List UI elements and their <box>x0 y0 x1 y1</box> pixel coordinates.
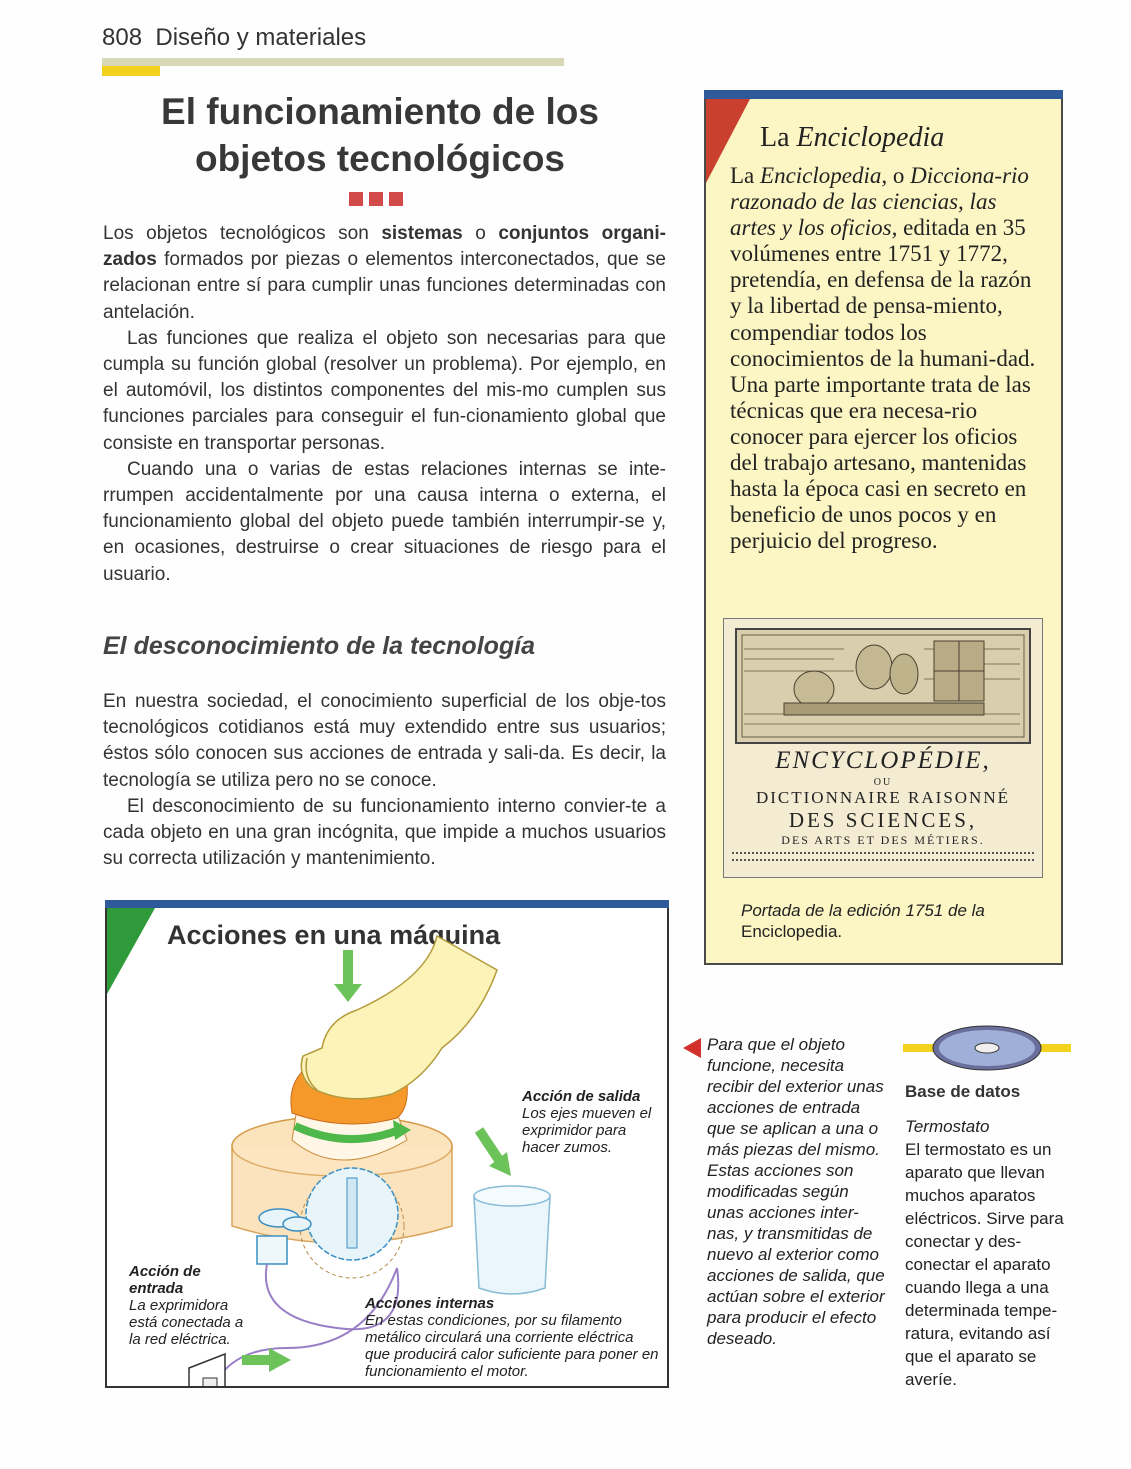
page-title <box>110 88 650 182</box>
red-pointer-icon <box>683 1038 701 1058</box>
cd-disc-icon <box>903 1018 1071 1078</box>
header-accent <box>102 66 160 76</box>
cover-arts: DES ARTS ET DES MÉTIERS. <box>781 833 985 847</box>
base-datos-term: Termostato <box>905 1117 990 1136</box>
cover-title: ENCYCLOPÉDIE, <box>775 747 991 774</box>
power-socket-icon <box>189 1354 225 1386</box>
section-paragraph-1: En nuestra sociedad, el conocimiento superficial de los obje-tos tecnológicos cotidianos está muy extendido entre sus usuarios; éstos sólo conocen sus acciones de entrada y sali-da. Es decir, la tecnología se utiliza pero no se conoce. <box>103 691 666 791</box>
side-note: Para que el objeto funcione, necesita recibir del exterior unas acciones de entrada que se aplican a una o más piezas del mismo. Estas acciones son modificadas según unas acciones inter-nas, y transmitidas de nuevo al exterior como acciones de salida, que actúan sobre el exterior para producir el efecto deseado. <box>707 1035 885 1348</box>
enciclopedia-topbar <box>704 90 1063 99</box>
cover-ou: OU <box>873 777 893 788</box>
cover-dictionnaire: DICTIONNAIRE RAISONNÉ <box>755 788 1010 807</box>
cover-sciences: DES SCIENCES, <box>788 808 978 832</box>
enciclopedia-caption: Portada de la edición 1751 de la Enciclopedia. <box>741 901 985 941</box>
title-line-1: El funcionamiento de los <box>161 91 599 132</box>
encyclopedie-cover-image <box>723 618 1043 878</box>
base-datos-text <box>905 1115 1075 1391</box>
section-heading: El desconocimiento de la tecnología <box>103 632 536 660</box>
page-header <box>102 24 366 52</box>
intro-paragraph-2: Las funciones que realiza el objeto son necesarias para que cumpla su función global (resolver un problema). Por ejemplo, en el automóvil, los distintos componentes del mis-mo cumplen sus funciones parciales para conseguir el fun-cionamiento global que consiste en transportar personas. <box>103 327 666 454</box>
acciones-title: Acciones en una máquina <box>167 920 501 950</box>
label-accion-salida: Acción de salida Los ejes mueven el exprimidor para hacer zumos. <box>522 1088 652 1156</box>
intro-paragraph-3: Cuando una o varias de estas relaciones internas se inte-rrumpen accidentalmente por una causa interna o externa, el funcionamiento global del objeto puede también interrumpir-se y, en ocasiones, destruirse o crear situaciones de riesgo para el usuario. <box>103 458 666 585</box>
section-text <box>103 689 666 872</box>
base-datos-label: Base de datos <box>905 1082 1021 1101</box>
arrow-diagonal-icon <box>479 1130 511 1176</box>
title-ornament <box>349 192 403 206</box>
arrow-right-icon <box>242 1348 291 1372</box>
intro-text <box>103 221 666 588</box>
header-rule <box>102 58 564 66</box>
base-datos-definition: El termostato es un aparato que llevan muchos aparatos eléctricos. Sirve para conectar y des-conectar el aparato cuando llega a una determinada tempe-ratura, evitando así que el aparato se averíe. <box>905 1140 1064 1389</box>
label-acciones-internas: Acciones internas En estas condiciones, por su filamento metálico circulará una corriente eléctrica que producirá calor suficiente para poner en funcionamiento el motor. <box>365 1295 659 1380</box>
acciones-topbar <box>105 900 669 908</box>
arrow-down-icon <box>334 950 362 1002</box>
section-paragraph-2: El desconocimiento de su funcionamiento interno convier-te a cada objeto en una gran incógnita, que impide a muchos usuarios su correcta utilización y mantenimiento. <box>103 795 666 870</box>
enciclopedia-text: La Enciclopedia, o Dicciona-rio razonado de las ciencias, las artes y los oficios, editada en 35 volúmenes entre 1751 y 1772, pretendía, en defensa de la razón y la libertad de pensa-miento, compendiar todos los conocimientos de la humani-dad. Una parte importante trata de las técnicas que era necesa-rio conocer para ejercer los oficios del trabajo artesano, mantenidas hasta la época casi en secreto en beneficio de unos pocos y en perjuicio del progreso. <box>730 163 1036 554</box>
label-accion-entrada: Acción de entrada La exprimidora está conectada a la red eléctrica. <box>129 1263 244 1348</box>
page-number: 808 <box>102 24 143 51</box>
enciclopedia-title: La Enciclopedia <box>760 122 945 153</box>
cover-border-ornament <box>732 852 1034 861</box>
intro-paragraph-1: Los objetos tecnológicos son sistemas o conjuntos organi-zados formados por piezas o elementos interconectados, que se relacionan entre sí para cumplir unas funciones determinadas con antelación. <box>103 223 667 323</box>
title-line-2: objetos tecnológicos <box>194 138 566 179</box>
section-name: Diseño y materiales <box>155 24 367 51</box>
